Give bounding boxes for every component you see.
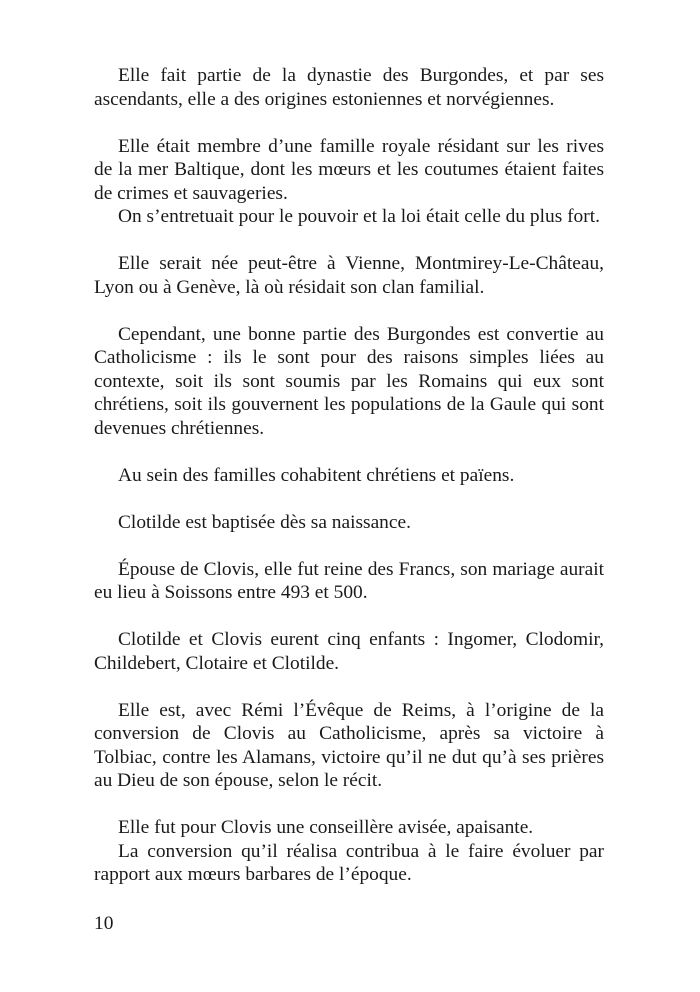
body-text xyxy=(94,64,604,887)
paragraph: On s’entretuait pour le pouvoir et la loi était celle du plus fort. xyxy=(118,206,600,227)
paragraph: Elle était membre d’une famille royale résidant sur les rives de la mer Baltique, dont les mœurs et les coutumes étaient faites de crimes et sauvageries. xyxy=(94,135,604,204)
paragraph: Au sein des familles cohabitent chrétiens et païens. xyxy=(118,464,515,486)
paragraph: Elle serait née peut-être à Vienne, Montmirey-Le-Château, Lyon ou à Genève, là où résidait son clan familial. xyxy=(94,253,604,298)
page-number: 10 xyxy=(94,913,114,934)
paragraph: Clotilde et Clovis eurent cinq enfants : Ingomer, Clodomir, Childebert, Clotaire et Clotilde. xyxy=(94,629,604,674)
paragraph: Elle fait partie de la dynastie des Burgondes, et par ses ascendants, elle a des origines estoniennes et norvégiennes. xyxy=(94,65,604,110)
paragraph: Clotilde est baptisée dès sa naissance. xyxy=(118,511,411,533)
paragraph: Elle est, avec Rémi l’Évêque de Reims, à l’origine de la conversion de Clovis au Catholicisme, après sa victoire à Tolbiac, contre les Alamans, victoire qu’il ne dut qu’à ses prières au Dieu de son épouse, selon le récit. xyxy=(94,699,604,791)
paragraph: Elle fut pour Clovis une conseillère avisée, apaisante. xyxy=(118,817,534,838)
paragraph: Cependant, une bonne partie des Burgondes est convertie au Catholicisme : ils le sont pour des raisons simples liées au contexte, soit ils sont soumis par les Romains qui eux sont chrétiens, soit ils gouvernent les populations de la Gaule qui sont devenues chrétiennes. xyxy=(94,323,604,439)
paragraph: La conversion qu’il réalisa contribua à le faire évoluer par rapport aux mœurs barbares de l’époque. xyxy=(94,840,604,885)
paragraph: Épouse de Clovis, elle fut reine des Francs, son mariage aurait eu lieu à Soissons entre 493 et 500. xyxy=(94,558,604,603)
